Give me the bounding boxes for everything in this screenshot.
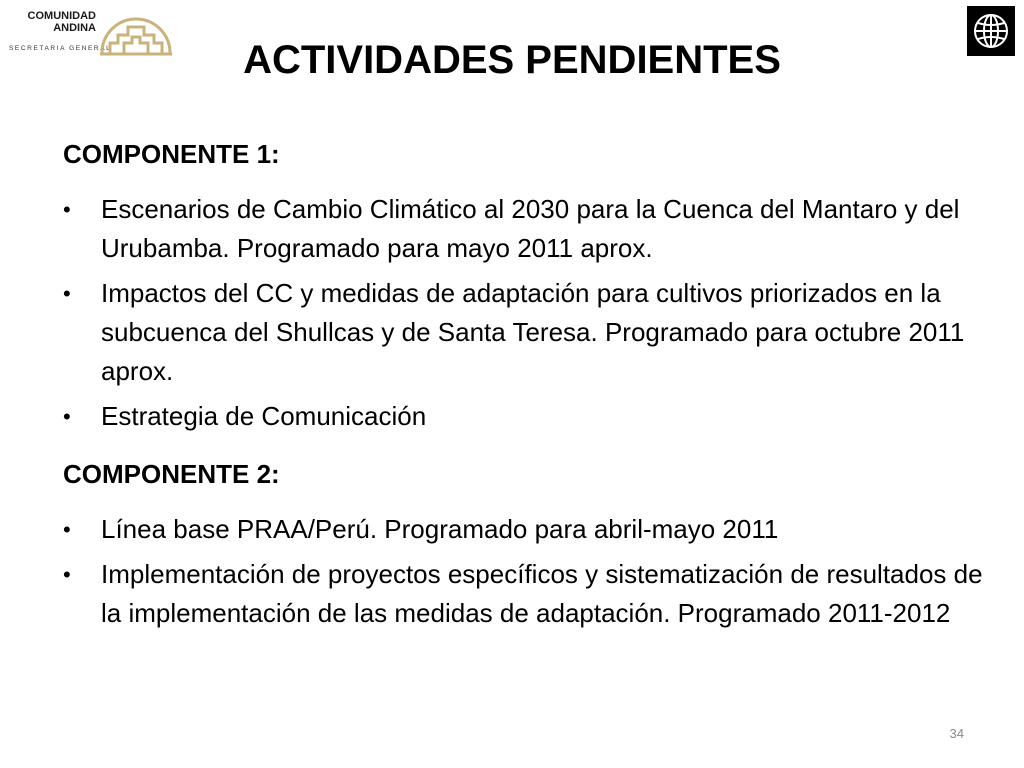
bullet-text: Implementación de proyectos específicos y sistematización de resultados de la implementación de las medidas de adaptación. Programado 2011-2012	[101, 559, 983, 628]
bullet-item	[63, 190, 983, 268]
bullet-icon: •	[63, 281, 71, 306]
logo-text-secretaria: SECRETARIA GENERAL	[9, 45, 112, 52]
bullet-text: Escenarios de Cambio Climático al 2030 para la Cuenca del Mantaro y del Urubamba. Programado para mayo 2011 aprox.	[101, 194, 960, 263]
bullet-text: Impactos del CC y medidas de adaptación para cultivos priorizados en la subcuenca del Shullcas y de Santa Teresa. Programado para octubre 2011 aprox.	[101, 278, 965, 386]
bullet-icon: •	[63, 517, 71, 542]
slide-title: ACTIVIDADES PENDIENTES	[243, 38, 781, 82]
bullet-text: Línea base PRAA/Perú. Programado para abril-mayo 2011	[101, 514, 779, 544]
bullet-icon: •	[63, 404, 71, 429]
bullet-list-componente-2	[63, 510, 983, 633]
bullet-item	[63, 510, 983, 549]
page-number: 34	[949, 726, 964, 741]
bullet-item	[63, 397, 983, 436]
bullet-list-componente-1	[63, 190, 983, 436]
logo-text-andina: ANDINA	[53, 22, 96, 34]
slide-content	[63, 134, 983, 639]
bullet-item	[63, 555, 983, 633]
bullet-icon: •	[63, 562, 71, 587]
section-heading-componente-2: COMPONENTE 2:	[63, 459, 280, 489]
logo-text-comunidad: COMUNIDAD	[27, 10, 96, 22]
section-heading-componente-1: COMPONENTE 1:	[63, 139, 280, 169]
bullet-text: Estrategia de Comunicación	[101, 401, 427, 431]
bullet-item	[63, 274, 983, 391]
bullet-icon: •	[63, 197, 71, 222]
